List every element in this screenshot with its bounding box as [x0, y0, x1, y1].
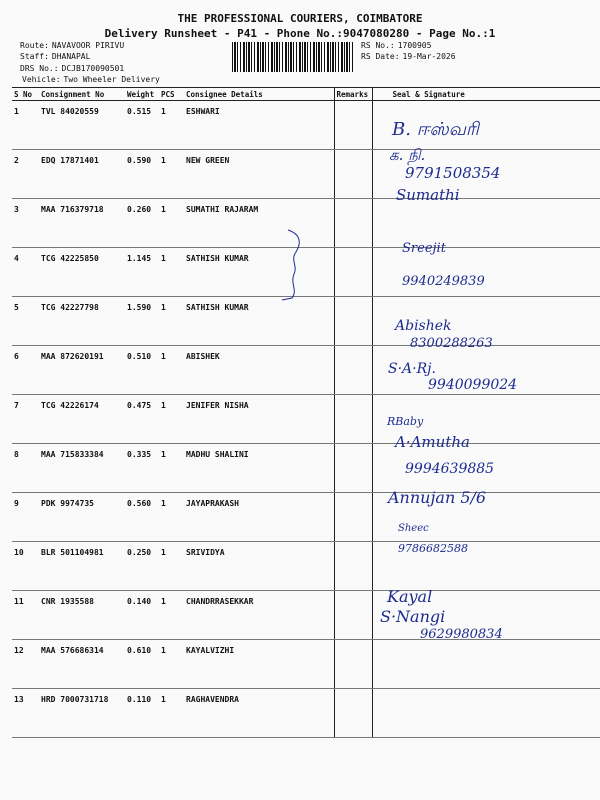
drs-value: DCJB170090501: [61, 64, 125, 73]
row-weight: 0.335: [125, 444, 159, 493]
rs-no-label: RS No.:: [361, 41, 395, 50]
vehicle-label: Vehicle:: [22, 75, 61, 84]
signature-11: Sheec: [398, 523, 429, 534]
rs-no-line: [361, 41, 431, 50]
col-weight-header: Weight: [125, 88, 159, 101]
row-sno: 11: [12, 591, 39, 640]
row-pcs: 1: [159, 640, 184, 689]
row-weight: 0.515: [125, 101, 159, 150]
phone-11: 9786682588: [398, 542, 468, 555]
row-remarks: [334, 591, 372, 640]
signature-9: A·Amutha: [395, 433, 470, 451]
row-pcs: 1: [159, 346, 184, 395]
row-consignment-no: EDQ 17871401: [39, 150, 125, 199]
row-consignment-no: TCG 42226174: [39, 395, 125, 444]
row-pcs: 1: [159, 297, 184, 346]
signature-4: Sreejit: [402, 241, 446, 256]
signature-2: க. நி.: [389, 146, 426, 164]
table-row: [12, 101, 600, 150]
row-pcs: 1: [159, 395, 184, 444]
table-row: [12, 591, 600, 640]
row-pcs: 1: [159, 101, 184, 150]
row-consignment-no: MAA 872620191: [39, 346, 125, 395]
row-sno: 6: [12, 346, 39, 395]
row-pcs: 1: [159, 248, 184, 297]
vehicle-value: Two Wheeler Delivery: [63, 75, 160, 84]
table-row: [12, 395, 600, 444]
row-sno: 13: [12, 689, 39, 738]
col-consignee-header: Consignee Details: [184, 88, 334, 101]
table-row: [12, 297, 600, 346]
row-consignee: SATHISH KUMAR: [184, 248, 334, 297]
row-sno: 9: [12, 493, 39, 542]
table-row: [12, 493, 600, 542]
row-consignment-no: BLR 501104981: [39, 542, 125, 591]
staff-label: Staff:: [20, 52, 49, 61]
row-consignment-no: HRD 7000731718: [39, 689, 125, 738]
signature-3: Sumathi: [396, 186, 460, 204]
row-consignee: SRIVIDYA: [184, 542, 334, 591]
row-remarks: [334, 150, 372, 199]
row-consignment-no: TCG 42227798: [39, 297, 125, 346]
col-sno-header: S No: [12, 88, 39, 101]
phone-2: 9791508354: [405, 164, 501, 182]
row-remarks: [334, 346, 372, 395]
rs-no-value: 1700905: [397, 41, 432, 50]
row-weight: 0.260: [125, 199, 159, 248]
row-consignment-no: CNR 1935588: [39, 591, 125, 640]
row-consignment-no: TVL 84020559: [39, 101, 125, 150]
rs-date-line: [361, 52, 456, 61]
row-remarks: [334, 689, 372, 738]
signature-13: S·Nangi: [380, 607, 446, 626]
row-remarks: [334, 101, 372, 150]
row-consignment-no: TCG 42225850: [39, 248, 125, 297]
barcode: [232, 42, 354, 72]
row-weight: 0.475: [125, 395, 159, 444]
row-pcs: 1: [159, 689, 184, 738]
row-consignment-no: PDK 9974735: [39, 493, 125, 542]
phone-6: 8300288263: [410, 336, 493, 351]
row-weight: 0.610: [125, 640, 159, 689]
rs-date-label: RS Date:: [361, 52, 400, 61]
signature-6: Abishek: [395, 318, 452, 334]
table-row: [12, 542, 600, 591]
row-consignee: ESHWARI: [184, 101, 334, 150]
row-weight: 0.510: [125, 346, 159, 395]
row-pcs: 1: [159, 150, 184, 199]
table-row: [12, 199, 600, 248]
row-consignee: JENIFER NISHA: [184, 395, 334, 444]
row-sno: 10: [12, 542, 39, 591]
table-row: [12, 444, 600, 493]
table-header-row: [12, 88, 600, 101]
row-consignment-no: MAA 576686314: [39, 640, 125, 689]
route-value: NAVAVOOR PIRIVU: [51, 41, 125, 50]
row-pcs: 1: [159, 542, 184, 591]
row-seal-signature: [372, 640, 600, 689]
route-label: Route:: [20, 41, 49, 50]
company-title: THE PROFESSIONAL COURIERS, COIMBATORE: [177, 12, 423, 25]
row-sno: 2: [12, 150, 39, 199]
row-sno: 8: [12, 444, 39, 493]
col-consignment-header: Consignment No: [39, 88, 125, 101]
row-remarks: [334, 542, 372, 591]
drs-label: DRS No.:: [20, 64, 59, 73]
vehicle-line: [22, 75, 160, 84]
row-sno: 4: [12, 248, 39, 297]
staff-line: [20, 52, 90, 61]
signature-8: RBaby: [387, 415, 424, 428]
row-sno: 3: [12, 199, 39, 248]
row-pcs: 1: [159, 493, 184, 542]
table-row: [12, 150, 600, 199]
row-weight: 0.560: [125, 493, 159, 542]
route-line: [20, 41, 124, 50]
row-consignee: MADHU SHALINI: [184, 444, 334, 493]
row-consignee: SATHISH KUMAR: [184, 297, 334, 346]
table-row: [12, 640, 600, 689]
signature-10: Annujan 5/6: [388, 488, 487, 507]
col-seal-header: Seal & Signature: [372, 88, 600, 101]
table-row: [12, 689, 600, 738]
row-consignee: SUMATHI RAJARAM: [184, 199, 334, 248]
staff-value: DHANAPAL: [51, 52, 91, 61]
row-remarks: [334, 395, 372, 444]
row-weight: 0.590: [125, 150, 159, 199]
col-pcs-header: PCS: [159, 88, 184, 101]
row-remarks: [334, 640, 372, 689]
row-pcs: 1: [159, 444, 184, 493]
signature-7: S·A·Rj.: [388, 361, 436, 377]
phone-9: 9994639885: [405, 461, 495, 477]
phone-7: 9940099024: [428, 377, 518, 393]
row-consignee: KAYALVIZHI: [184, 640, 334, 689]
row-sno: 1: [12, 101, 39, 150]
row-sno: 12: [12, 640, 39, 689]
row-weight: 0.110: [125, 689, 159, 738]
row-remarks: [334, 444, 372, 493]
row-remarks: [334, 297, 372, 346]
row-consignee: JAYAPRAKASH: [184, 493, 334, 542]
phone-5: 9940249839: [402, 274, 485, 289]
row-consignee: NEW GREEN: [184, 150, 334, 199]
col-remarks-header: Remarks: [334, 88, 372, 101]
row-remarks: [334, 248, 372, 297]
row-seal-signature: [372, 689, 600, 738]
row-weight: 0.140: [125, 591, 159, 640]
row-remarks: [334, 493, 372, 542]
phone-13: 9629980834: [420, 627, 503, 642]
delivery-table: [12, 87, 600, 738]
signature-1: B. ஈஸ்வரி: [392, 119, 479, 140]
runsheet-subtitle: Delivery Runsheet - P41 - Phone No.:9047080280 - Page No.:1: [104, 27, 496, 40]
row-consignment-no: MAA 715833384: [39, 444, 125, 493]
row-consignee: RAGHAVENDRA: [184, 689, 334, 738]
row-consignee: CHANDRRASEKKAR: [184, 591, 334, 640]
row-consignment-no: MAA 716379718: [39, 199, 125, 248]
drs-line: [20, 64, 124, 73]
row-sno: 7: [12, 395, 39, 444]
row-remarks: [334, 199, 372, 248]
row-weight: 1.145: [125, 248, 159, 297]
rs-date-value: 19-Mar-2026: [402, 52, 456, 61]
row-consignee: ABISHEK: [184, 346, 334, 395]
row-pcs: 1: [159, 591, 184, 640]
row-weight: 1.590: [125, 297, 159, 346]
row-weight: 0.250: [125, 542, 159, 591]
row-pcs: 1: [159, 199, 184, 248]
table-row: [12, 248, 600, 297]
signature-12: Kayal: [387, 587, 433, 606]
row-sno: 5: [12, 297, 39, 346]
bracket-mark: [276, 228, 306, 303]
